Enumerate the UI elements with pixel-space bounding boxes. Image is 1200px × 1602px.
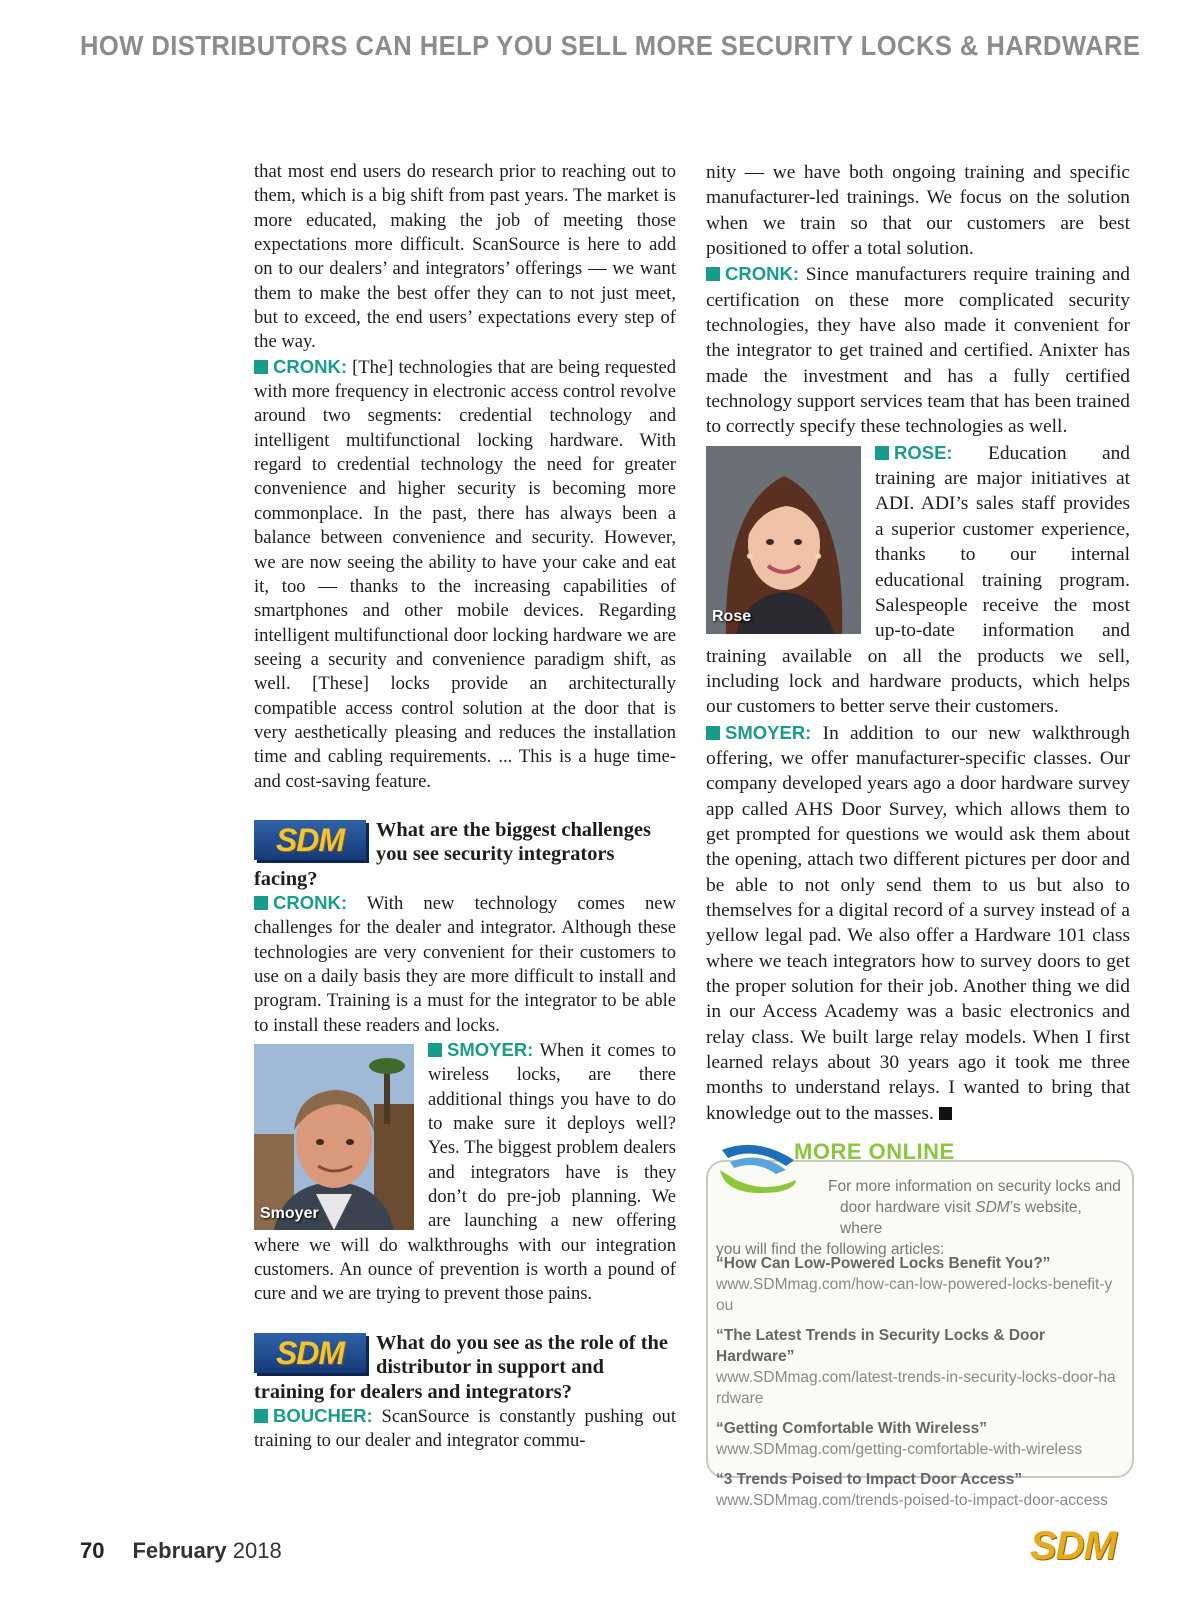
article-title[interactable]: “3 Trends Poised to Impact Door Access” xyxy=(716,1471,1023,1488)
rose-photo xyxy=(706,446,861,634)
article-title[interactable]: “The Latest Trends in Security Locks & Door Hardware” xyxy=(716,1327,1046,1365)
more-online-articles xyxy=(716,1244,1116,1511)
question-block xyxy=(254,818,676,891)
page-header: HOW DISTRIBUTORS CAN HELP YOU SELL MORE SECURITY LOCKS & HARDWARE xyxy=(80,30,1141,61)
article-title[interactable]: “Getting Comfortable With Wireless” xyxy=(716,1420,987,1437)
speaker-label: BOUCHER: xyxy=(273,1404,373,1426)
paragraph xyxy=(254,1404,676,1454)
paragraph xyxy=(706,720,1130,1127)
page-number: 70 xyxy=(80,1538,105,1563)
sdm-logo-badge: SDM xyxy=(254,820,366,860)
paragraph: that most end users do research prior to reaching out to them, which is a big shift from past years. The market is more educated, making the job of meeting those expectations more difficult. ScanSource is here to add on to our dealers’ and integrators’ offerings — we want them to make the best offer they can to not just meet, but to exceed, the end users’ expectations every step of the way. xyxy=(254,161,676,353)
speaker-label: CRONK: xyxy=(273,891,347,913)
photo-caption: Smoyer xyxy=(260,1204,319,1222)
article-link[interactable] xyxy=(716,1253,1116,1316)
speaker-marker xyxy=(706,726,720,740)
article-link[interactable] xyxy=(716,1469,1116,1511)
paragraph: nity — we have both ongoing training and specific manufacturer-led trainings. We focus on the solution when we train so that our customers are best positioned to offer a total solution. xyxy=(706,162,1130,260)
article-url[interactable]: www.SDMmag.com/getting-comfortable-with-wireless xyxy=(716,1441,1083,1458)
speaker-marker xyxy=(254,360,268,374)
paragraph xyxy=(706,261,1130,439)
speaker-label: CRONK: xyxy=(725,263,799,285)
article-url[interactable]: www.SDMmag.com/how-can-low-powered-locks-benefit-you xyxy=(716,1276,1113,1314)
speaker-marker xyxy=(706,267,720,281)
article-url[interactable]: www.SDMmag.com/latest-trends-in-security-locks-door-hardware xyxy=(716,1369,1116,1407)
speaker-label: CRONK: xyxy=(273,355,347,377)
speaker-marker xyxy=(875,446,889,460)
speaker-marker xyxy=(428,1043,442,1057)
paragraph-text: With new technology comes new challenges for the dealer and integrator. Although these technologies are very convenient for their customers to use on a daily basis they are more difficult to install and program. Training is a must for the integrator to be able to install these readers and locks. xyxy=(254,892,676,1036)
speaker-label: SMOYER: xyxy=(725,721,812,743)
end-mark xyxy=(939,1107,952,1120)
article-link[interactable] xyxy=(716,1418,1116,1460)
sdm-logo-badge: SDM xyxy=(254,1333,366,1373)
right-column xyxy=(706,160,1130,1126)
speaker-marker xyxy=(254,1409,268,1423)
article-url[interactable]: www.SDMmag.com/trends-poised-to-impact-door-access xyxy=(716,1492,1108,1509)
speaker-label: ROSE: xyxy=(894,441,953,463)
photo-caption: Rose xyxy=(712,608,752,626)
issue-month: February xyxy=(132,1538,227,1563)
article-link[interactable] xyxy=(716,1325,1116,1409)
paragraph xyxy=(254,891,676,1038)
paragraph-text: ScanSource is constantly pushing out training to our dealer and integrator commu- xyxy=(254,1405,676,1452)
intro-line: For more information on security locks and xyxy=(828,1178,1121,1195)
question-text: What are the biggest challenges you see security integrators facing? xyxy=(254,818,651,890)
paragraph-text: Since manufacturers require training and certification on these more complicated security technologies, they have also made it convenient for the integrator to get trained and certified. Anixter has made the investment and has a fully certified technology support services team that has been trained to correctly specify these technologies as well. xyxy=(706,264,1130,438)
article-title[interactable]: “How Can Low-Powered Locks Benefit You?” xyxy=(716,1255,1051,1272)
page-footer xyxy=(80,1538,282,1564)
more-online-title: MORE ONLINE xyxy=(794,1139,955,1164)
left-column xyxy=(254,160,676,1454)
speaker-label: SMOYER: xyxy=(447,1039,534,1061)
sdm-footer-logo: SDM xyxy=(1030,1524,1116,1568)
intro-line: door hardware visit SDM’s website, where xyxy=(840,1199,1082,1237)
paragraph-text: Education and training are major initiatives at ADI. ADI’s sales staff provides a superior customer experience, thanks to our internal educational training program. Salespeople receive the most up-to-date information and training available on all the products we sell, including lock and hardware products, which helps our customers to better serve their customers. xyxy=(706,442,1130,718)
smoyer-photo xyxy=(254,1044,414,1230)
paragraph-text: In addition to our new walkthrough offering, we offer manufacturer-specific classes. Our company developed years ago a door hardware survey app called AHS Door Survey, which allows them to get prompted for questions we would ask them about the opening, attach two different pictures per door and be able to not only send them to us but also to themselves for a digital record of a survey instead of a yellow legal pad. We also offer a Hardware 101 class where we teach integrators how to survey doors to get the proper solution for their job. Another thing we did in our Access Academy was a basic electronics and relay class. We built large relay models. When I first learned relays about 30 years ago it took me three months to understand relays. I wanted to bring that knowledge out to the masses. xyxy=(706,722,1130,1124)
intro-line: you will find the following articles: xyxy=(716,1241,945,1258)
speaker-marker xyxy=(254,896,268,910)
issue-year: 2018 xyxy=(232,1538,282,1563)
paragraph-text: [The] technologies that are being requested with more frequency in electronic access control revolve around two segments: credential technology and intelligent multifunctional locking hardware. With regard to credential technology the need for greater convenience and higher security is becoming more commonplace. In the past, there has always been a balance between convenience and security. However, we are now seeing the ability to have your cake and eat it, too — thanks to the increasing capabilities of smartphones and other mobile devices. Regarding intelligent multifunctional door locking hardware we are seeing a security and convenience paradigm shift, as well. [These] locks provide an architecturally compatible access control solution at the door that is very aesthetically pleasing and reduces the installation time and cabling requirements. ... This is a huge time- and cost-saving feature. xyxy=(254,356,676,792)
question-block xyxy=(254,1331,676,1404)
question-text: What do you see as the role of the distributor in support and training for dealers and integrators? xyxy=(254,1331,668,1403)
paragraph-text: When it comes to wireless locks, are there additional things you have to do to make sure it deploys well? Yes. The biggest problem dealers and integrators have is they don’t do pre-job planning. We are launching a new offering where we will do walkthroughs with our integration customers. An ounce of prevention is worth a pound of cure and we are trying to prevent those pains. xyxy=(254,1040,677,1305)
paragraph xyxy=(254,355,676,794)
